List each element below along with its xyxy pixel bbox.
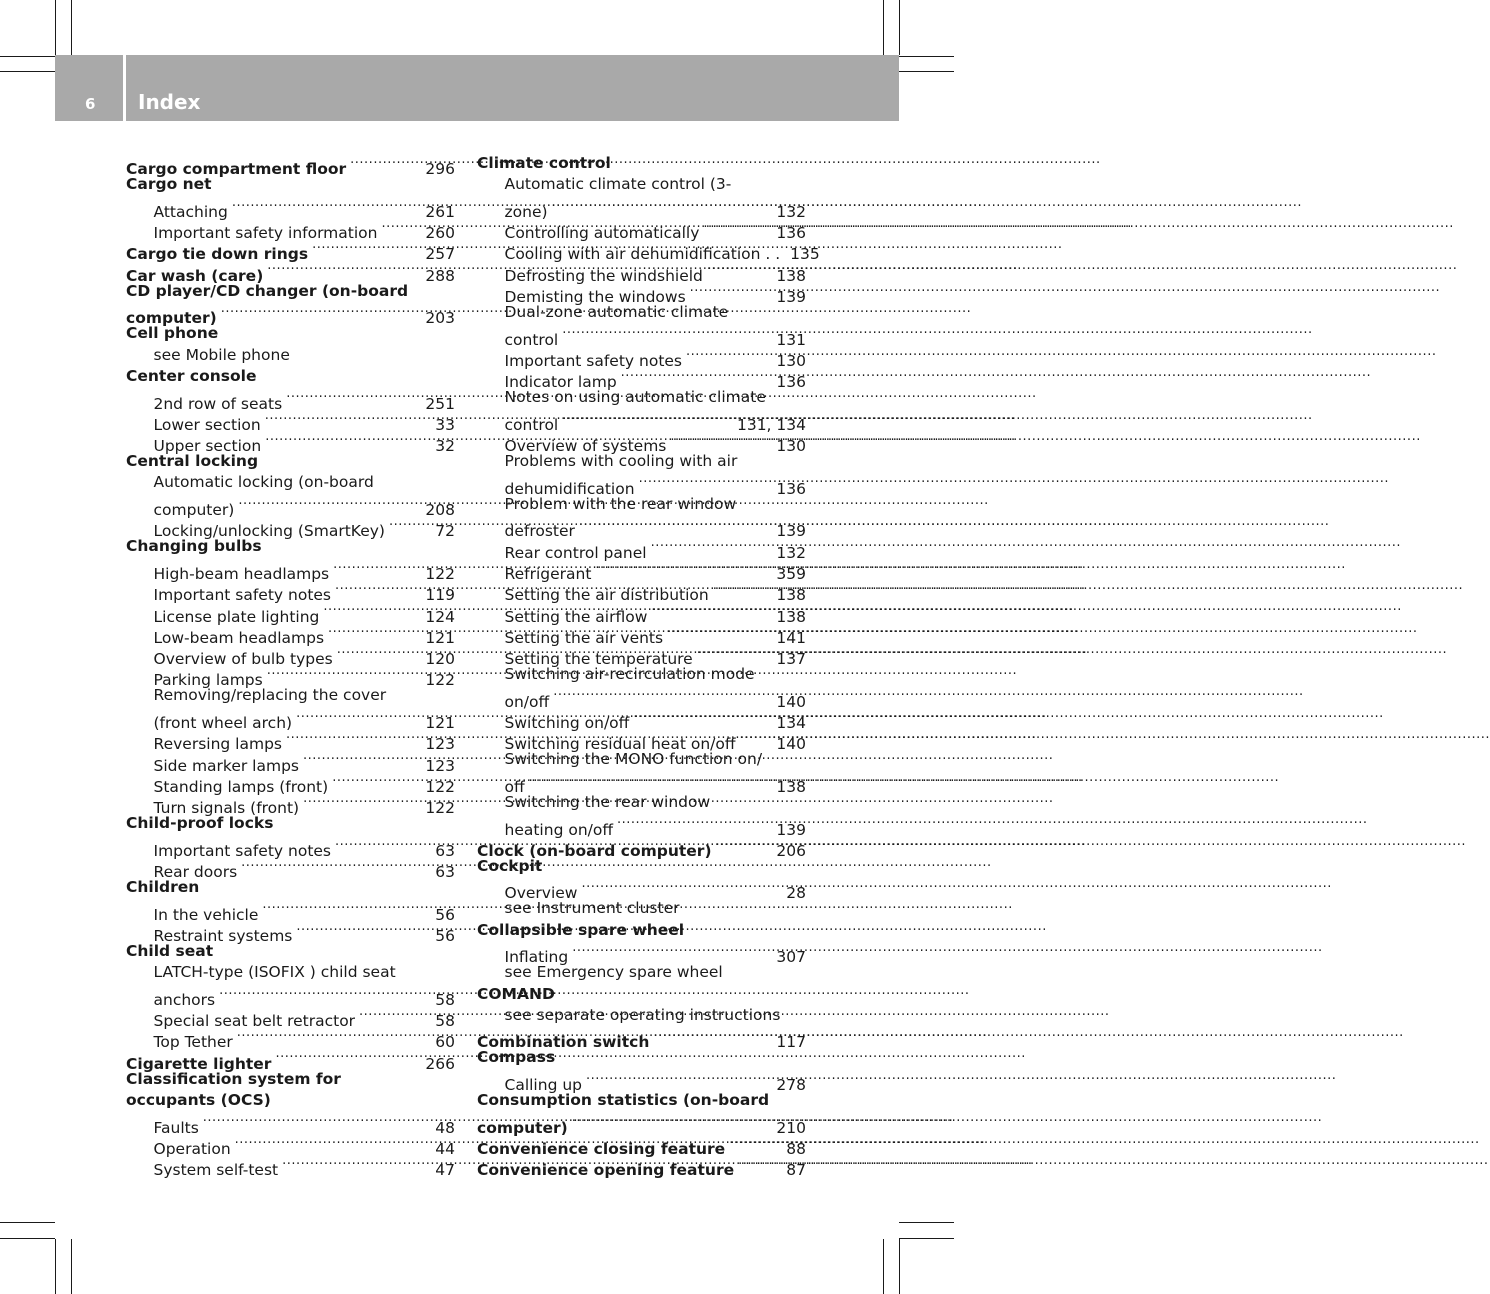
entry-text: Indicator lamp bbox=[504, 373, 617, 392]
index-subentry bbox=[126, 345, 455, 366]
page-ref: 136 bbox=[776, 224, 806, 243]
entry-text: Parking lamps bbox=[153, 671, 263, 690]
page-ref: 261 bbox=[425, 202, 455, 221]
leader-dots bbox=[275, 1047, 419, 1068]
index-entry bbox=[477, 153, 806, 174]
entry-text: Automatic climate control (3- bbox=[504, 175, 732, 194]
leader-dots bbox=[703, 217, 770, 238]
page-title: Index bbox=[138, 90, 201, 114]
entry-text: anchors bbox=[153, 990, 216, 1009]
entry-text: Standing lamps (front) bbox=[153, 777, 329, 796]
entry-text: Important safety information bbox=[153, 224, 378, 243]
leader-dots bbox=[529, 771, 771, 792]
entry-text: Turn signals (front) bbox=[153, 799, 300, 818]
page-ref: 63 bbox=[435, 863, 455, 882]
leader-dots bbox=[690, 281, 771, 302]
entry-text: Setting the air vents bbox=[504, 628, 664, 647]
entry-text: Child seat bbox=[126, 941, 214, 960]
entry-text: defroster bbox=[504, 522, 575, 541]
index-entry bbox=[126, 451, 455, 472]
entry-text: Combination switch bbox=[477, 1033, 650, 1052]
entry-text: (front wheel arch) bbox=[153, 714, 293, 733]
crop-mark bbox=[883, 1239, 884, 1294]
entry-text: COMAND bbox=[477, 984, 555, 1003]
entry-text: computer) bbox=[153, 501, 235, 520]
entry-text: Classification system for bbox=[126, 1069, 341, 1088]
page-ref: 257 bbox=[425, 245, 455, 264]
entry-text: Switching residual heat on/off bbox=[504, 735, 736, 754]
entry-text: Locking/unlocking (SmartKey) bbox=[153, 522, 385, 541]
page-ref: 307 bbox=[776, 948, 806, 967]
leader-dots bbox=[303, 792, 419, 813]
entry-text: Switching air-recirculation mode bbox=[504, 665, 755, 684]
page-ref: 203 bbox=[425, 309, 455, 328]
page-ref: 58 bbox=[435, 990, 455, 1009]
page-ref: 138 bbox=[776, 266, 806, 285]
entry-text: Problem with the rear window bbox=[504, 494, 737, 513]
leader-dots bbox=[265, 430, 429, 451]
crop-mark bbox=[0, 56, 55, 57]
page-ref: 48 bbox=[435, 1118, 455, 1137]
entry-text: Special seat belt retractor bbox=[153, 1012, 356, 1031]
entry-text: Removing/replacing the cover bbox=[153, 686, 387, 705]
crop-mark bbox=[899, 1222, 954, 1223]
page-ref: 58 bbox=[435, 1012, 455, 1031]
entry-text: Refrigerant bbox=[504, 564, 592, 583]
entry-text: Cigarette lighter bbox=[126, 1054, 272, 1073]
leader-dots bbox=[572, 941, 770, 962]
page-ref: 260 bbox=[425, 224, 455, 243]
entry-text: Convenience opening feature bbox=[477, 1161, 735, 1180]
page-ref: 266 bbox=[425, 1054, 455, 1073]
entry-text: heating on/off bbox=[504, 820, 614, 839]
entry-text: Important safety notes bbox=[153, 841, 332, 860]
entry-text: Cell phone bbox=[126, 324, 219, 343]
leader-dots bbox=[621, 366, 771, 387]
page-ref: 117 bbox=[776, 1033, 806, 1052]
entry-text: Controlling automatically bbox=[504, 224, 700, 243]
index-column-left bbox=[126, 153, 455, 1180]
page-header bbox=[55, 55, 899, 121]
page-ref: 60 bbox=[435, 1033, 455, 1052]
entry-text: Rear control panel bbox=[504, 543, 647, 562]
entry-text: Central locking bbox=[126, 452, 259, 471]
entry-text: Defrosting the windshield bbox=[504, 266, 703, 285]
entry-text: Low-beam headlamps bbox=[153, 628, 325, 647]
index-subentry bbox=[477, 941, 806, 967]
entry-text: Important safety notes bbox=[504, 351, 683, 370]
leader-dots bbox=[639, 472, 771, 493]
entry-text: Operation bbox=[153, 1139, 231, 1158]
entry-text: dehumidification bbox=[504, 479, 635, 498]
page-ref: 206 bbox=[776, 841, 806, 860]
entry-text: Calling up bbox=[504, 1076, 582, 1095]
entry-text: see Instrument cluster bbox=[504, 899, 680, 918]
leader-dots bbox=[653, 1026, 770, 1047]
leader-dots bbox=[586, 1069, 770, 1090]
page-ref: 138 bbox=[776, 777, 806, 796]
page-ref: 121 bbox=[425, 628, 455, 647]
entry-text: Child-proof locks bbox=[126, 814, 274, 833]
crop-mark bbox=[899, 71, 954, 72]
entry-text: Problems with cooling with air bbox=[504, 452, 738, 471]
page-ref: 130 bbox=[776, 351, 806, 370]
entry-text: Switching the MONO function on/ bbox=[504, 750, 763, 769]
page-ref: 139 bbox=[776, 522, 806, 541]
entry-text: License plate lighting bbox=[153, 607, 320, 626]
leader-dots bbox=[389, 515, 429, 536]
entry-text: Cargo tie down rings bbox=[126, 245, 309, 264]
page-ref: 56 bbox=[435, 926, 455, 945]
leader-dots bbox=[267, 664, 420, 685]
entry-text: High-beam headlamps bbox=[153, 564, 330, 583]
leader-dots bbox=[697, 643, 771, 664]
crop-mark bbox=[0, 1238, 55, 1239]
page-ref: 136 bbox=[776, 373, 806, 392]
crop-mark bbox=[0, 1222, 55, 1223]
entry-text: Automatic locking (on-board bbox=[153, 473, 374, 492]
entry-text: zone) bbox=[504, 202, 548, 221]
page-ref: 32 bbox=[435, 437, 455, 456]
entry-text: Rear doors bbox=[153, 863, 238, 882]
index-subentry bbox=[477, 1069, 806, 1095]
entry-text: Children bbox=[126, 878, 200, 897]
header-divider bbox=[123, 55, 126, 121]
page-ref: 63 bbox=[435, 841, 455, 860]
page-ref: 136 bbox=[776, 479, 806, 498]
entry-text: 2nd row of seats bbox=[153, 394, 283, 413]
page-ref: 121 bbox=[425, 714, 455, 733]
page-ref: 278 bbox=[776, 1076, 806, 1095]
leader-dots bbox=[282, 1154, 429, 1175]
entry-text: Clock (on-board computer) bbox=[477, 841, 712, 860]
entry-text: Cargo net bbox=[126, 175, 212, 194]
page-ref: 251 bbox=[425, 394, 455, 413]
leader-dots bbox=[221, 302, 420, 323]
entry-text: Climate control bbox=[477, 154, 611, 172]
index-subentry bbox=[477, 962, 806, 983]
page-ref: 131 bbox=[776, 330, 806, 349]
page-ref: 288 bbox=[425, 266, 455, 285]
entry-text: Setting the airflow bbox=[504, 607, 648, 626]
entry-text: control bbox=[504, 415, 559, 434]
entry-text: Restraint systems bbox=[153, 926, 293, 945]
page-ref: 120 bbox=[425, 650, 455, 669]
page-ref: 138 bbox=[776, 607, 806, 626]
index-entry bbox=[126, 323, 455, 344]
entry-text: Center console bbox=[126, 366, 257, 385]
crop-mark bbox=[71, 1239, 72, 1294]
page-ref: 122 bbox=[425, 799, 455, 818]
leader-dots bbox=[670, 430, 770, 451]
entry-text: LATCH-type (ISOFIX ) child seat bbox=[153, 963, 396, 982]
index-entry bbox=[126, 153, 455, 179]
leader-dots bbox=[738, 1154, 780, 1175]
entry-text: Convenience closing feature bbox=[477, 1139, 726, 1158]
entry-text: Setting the temperature bbox=[504, 650, 693, 669]
page-ref: 210 bbox=[776, 1118, 806, 1137]
entry-text: on/off bbox=[504, 692, 550, 711]
entry-text: Upper section bbox=[153, 437, 262, 456]
index-column-right bbox=[477, 153, 820, 1180]
index-subentry bbox=[477, 877, 806, 903]
entry-text: computer) bbox=[126, 309, 217, 328]
page-ref: 137 bbox=[776, 650, 806, 669]
entry-text: occupants (OCS) bbox=[126, 1091, 271, 1110]
entry-text: computer) bbox=[477, 1118, 568, 1137]
page-ref: 47 bbox=[435, 1161, 455, 1180]
page-number: 6 bbox=[85, 95, 96, 113]
page-ref: 124 bbox=[425, 607, 455, 626]
leader-dots bbox=[350, 153, 419, 174]
entry-text: control bbox=[504, 330, 559, 349]
crop-mark bbox=[899, 56, 954, 57]
page-ref: 130 bbox=[776, 437, 806, 456]
crop-mark bbox=[883, 0, 884, 55]
entry-text: Overview of systems bbox=[504, 437, 667, 456]
page-ref: 56 bbox=[435, 905, 455, 924]
crop-mark bbox=[55, 1239, 56, 1294]
page-ref: 139 bbox=[776, 820, 806, 839]
index-subentry bbox=[477, 472, 806, 498]
page-ref: 44 bbox=[435, 1139, 455, 1158]
page-ref: 132 bbox=[776, 543, 806, 562]
entry-text: Reversing lamps bbox=[153, 735, 282, 754]
entry-text: Lower section bbox=[153, 415, 261, 434]
entry-text: Car wash (care) bbox=[126, 266, 264, 285]
index-entry bbox=[126, 302, 455, 328]
page-ref: 123 bbox=[425, 735, 455, 754]
index-entry bbox=[477, 984, 806, 1005]
page-ref: 138 bbox=[776, 586, 806, 605]
entry-text: Faults bbox=[153, 1118, 199, 1137]
entry-text: see Mobile phone bbox=[153, 345, 290, 364]
leader-dots bbox=[296, 920, 429, 941]
entry-text: Notes on using automatic climate bbox=[504, 388, 766, 407]
entry-text: see separate operating instructions bbox=[504, 1005, 781, 1024]
crop-mark bbox=[899, 0, 900, 55]
page-ref: 131, 134 bbox=[736, 415, 806, 434]
entry-text: Cargo compartment floor bbox=[126, 160, 347, 179]
page-ref: 139 bbox=[776, 288, 806, 307]
page-ref: 359 bbox=[776, 564, 806, 583]
page-ref: 33 bbox=[435, 415, 455, 434]
entry-text: Compass bbox=[477, 1048, 556, 1067]
entry-text: System self-test bbox=[153, 1161, 279, 1180]
entry-text: Top Tether bbox=[153, 1033, 233, 1052]
entry-text: Consumption statistics (on-board bbox=[477, 1091, 770, 1110]
index-subentry bbox=[477, 898, 806, 919]
entry-text: Changing bulbs bbox=[126, 537, 262, 556]
leader-dots bbox=[740, 728, 771, 749]
entry-text: Inflating bbox=[504, 948, 569, 967]
entry-text: Switching the rear window bbox=[504, 792, 711, 811]
crop-mark bbox=[899, 1239, 900, 1294]
entry-text: Overview of bulb types bbox=[153, 650, 333, 669]
crop-mark bbox=[899, 1238, 954, 1239]
page-ref: 141 bbox=[776, 628, 806, 647]
leader-dots bbox=[267, 259, 419, 280]
entry-text: Side marker lamps bbox=[153, 756, 299, 775]
page-ref: 72 bbox=[435, 522, 455, 541]
page-ref: 88 bbox=[786, 1139, 806, 1158]
entry-text: Setting the air distribution bbox=[504, 586, 709, 605]
page-ref: 87 bbox=[786, 1161, 806, 1180]
page-ref: 122 bbox=[425, 777, 455, 796]
entry-text: In the vehicle bbox=[153, 905, 259, 924]
leader-dots bbox=[241, 856, 429, 877]
page-ref: 123 bbox=[425, 756, 455, 775]
page-ref: 122 bbox=[425, 564, 455, 583]
entry-text: Dual-zone automatic climate bbox=[504, 303, 729, 322]
entry-text: Overview bbox=[504, 884, 578, 903]
entry-text: Cooling with air dehumidification . . bbox=[504, 245, 781, 264]
entry-text: CD player/CD changer (on-board bbox=[126, 281, 409, 300]
entry-text: Collapsible spare wheel bbox=[477, 920, 685, 939]
entry-text: Cockpit bbox=[477, 856, 543, 875]
index-subentry bbox=[477, 771, 806, 796]
page-ref: 132 bbox=[776, 202, 806, 221]
page-ref: 122 bbox=[425, 671, 455, 690]
page-ref: 134 bbox=[776, 714, 806, 733]
entry-text: Demisting the windows bbox=[504, 288, 686, 307]
page-ref: 135 bbox=[790, 245, 820, 264]
leader-dots bbox=[581, 877, 780, 898]
entry-text: Attaching bbox=[153, 202, 228, 221]
crop-mark bbox=[71, 0, 72, 55]
leader-dots bbox=[716, 835, 771, 856]
entry-text: Important safety notes bbox=[153, 586, 332, 605]
page-ref: 208 bbox=[425, 501, 455, 520]
page-ref: 140 bbox=[776, 692, 806, 711]
page-ref: 28 bbox=[786, 884, 806, 903]
entry-text: see Emergency spare wheel bbox=[504, 963, 723, 982]
entry-text: off bbox=[504, 777, 525, 796]
index-entry bbox=[477, 1026, 806, 1052]
crop-mark bbox=[0, 71, 55, 72]
page-ref: 119 bbox=[425, 586, 455, 605]
index-entry bbox=[126, 1069, 455, 1090]
entry-text: Switching on/off bbox=[504, 714, 630, 733]
page-ref: 296 bbox=[425, 160, 455, 179]
page-ref: 140 bbox=[776, 735, 806, 754]
crop-mark bbox=[55, 0, 56, 55]
